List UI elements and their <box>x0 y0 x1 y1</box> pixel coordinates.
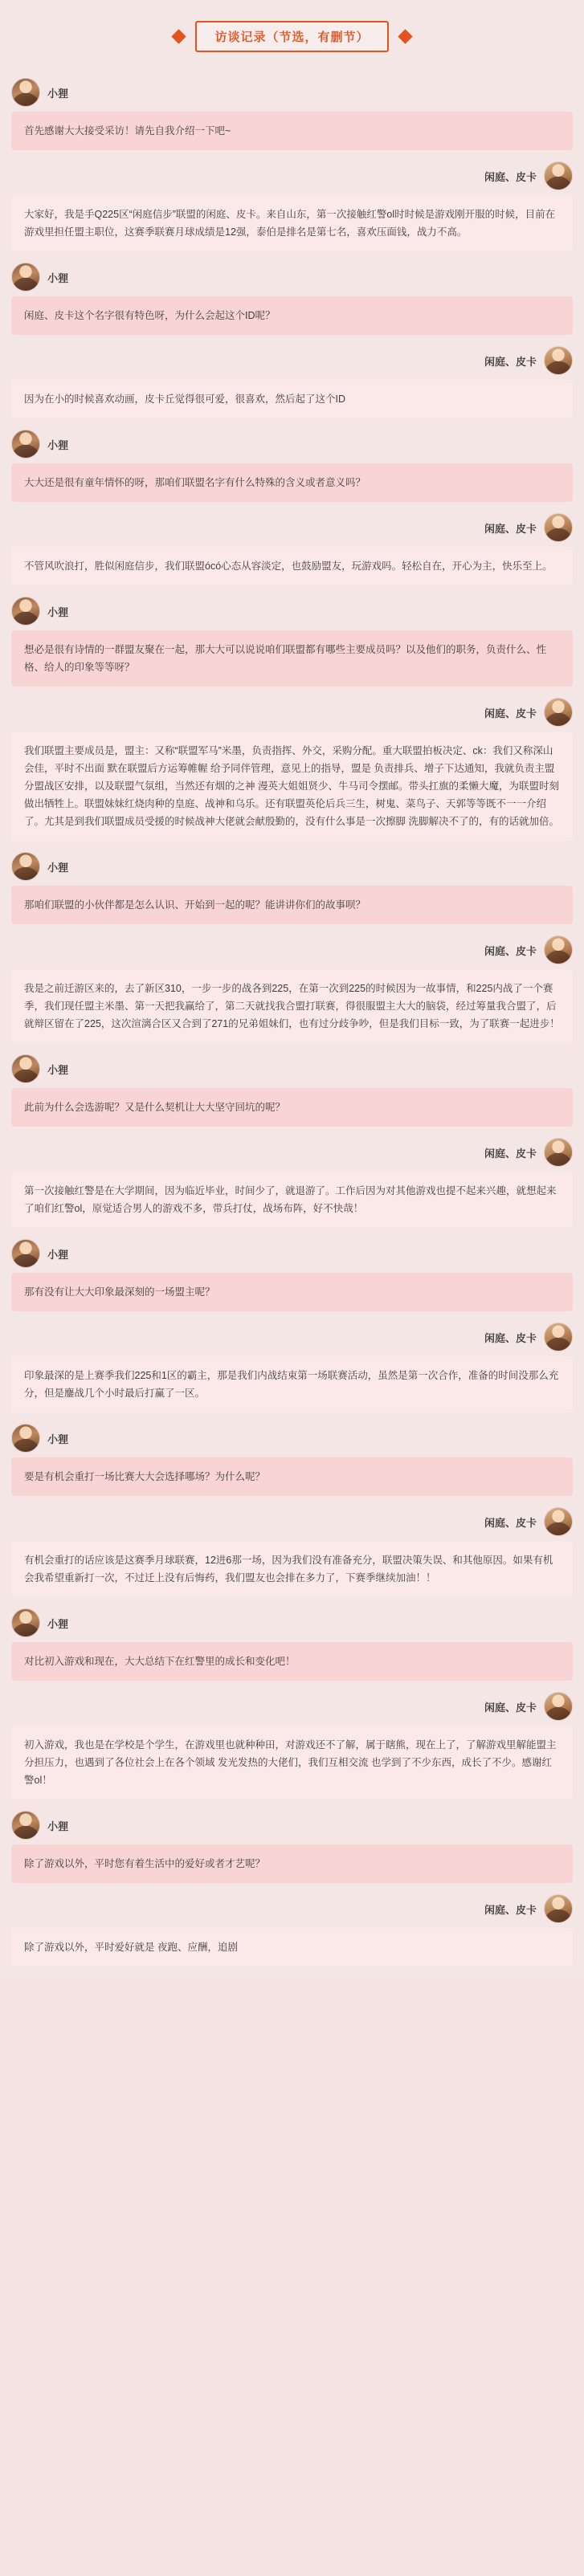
host-avatar <box>11 263 40 291</box>
guest-avatar <box>544 698 573 727</box>
question-bubble: 首先感谢大大接受采访！请先自我介绍一下吧~ <box>11 112 573 150</box>
guest-speaker-row <box>11 935 573 964</box>
host-speaker-row <box>11 78 573 107</box>
host-avatar <box>11 78 40 107</box>
host-speaker-row <box>11 1424 573 1453</box>
guest-avatar <box>544 1692 573 1721</box>
guest-name-label: 闲庭、皮卡 <box>484 1701 537 1714</box>
avatar-face-icon <box>12 597 39 625</box>
guest-avatar <box>544 513 573 542</box>
message-row <box>11 463 573 502</box>
message-row <box>11 1844 573 1883</box>
question-bubble: 此前为什么会选游呢？又是什么契机让大大坚守回坑的呢？ <box>11 1088 573 1127</box>
host-speaker-row <box>11 852 573 881</box>
message-row <box>11 630 573 687</box>
answer-bubble: 初入游戏，我也是在学校是个学生，在游戏里也就种种田，对游戏还不了解，属于瞎熊，现在上了，了解游戏里解能盟主分担压力，也遇到了各位社会上在各个领域 发光发热的大佬们，我们互相交流 也学到了不少东西，成长了不少。感谢红警ol！ <box>11 1726 573 1800</box>
avatar-face-icon <box>12 1425 39 1452</box>
host-speaker-row <box>11 263 573 291</box>
avatar-face-icon <box>12 263 39 291</box>
conversation-list <box>0 78 584 1967</box>
guest-speaker-row <box>11 1138 573 1167</box>
message-row <box>11 1642 573 1681</box>
guest-avatar <box>544 1138 573 1167</box>
guest-name-label: 闲庭、皮卡 <box>484 355 537 368</box>
answer-bubble: 我是之前迁游区来的，去了新区310，一步一步的战各到225，在第一次到225的时候因为一故事情，和225内战了一个赛季，我们现任盟主米墨、第一天把我赢给了，第二天就找我合盟打联赛，得很服盟主大大的脑袋，经过筹量我合盟了，后就辩区留在了225，这次渲漓合区又合到了271的兄弟姐妹们，也有过分歧争吵，但是我们目标一致，为了联赛一起进步！ <box>11 969 573 1043</box>
host-name-label: 小狸 <box>47 1063 69 1076</box>
guest-avatar <box>544 1323 573 1351</box>
diamond-icon <box>398 29 412 43</box>
answer-bubble: 第一次接触红警是在大学期间，因为临近毕业，时间少了，就退游了。工作后因为对其他游戏也提不起来兴趣，就想起来了咱们红警ol，原觉适合男人的游戏不多，带兵打仗，战场布阵，好不快哉！ <box>11 1172 573 1228</box>
message-row <box>11 969 573 1043</box>
question-bubble: 闲庭、皮卡这个名字很有特色呀，为什么会起这个ID呢？ <box>11 296 573 335</box>
guest-speaker-row <box>11 698 573 727</box>
message-row <box>11 296 573 335</box>
host-name-label: 小狸 <box>47 271 69 284</box>
host-avatar <box>11 1239 40 1268</box>
message-row <box>11 1541 573 1597</box>
host-speaker-row <box>11 597 573 626</box>
question-bubble: 那有没有让大大印象最深刻的一场盟主呢？ <box>11 1273 573 1311</box>
host-speaker-row <box>11 430 573 459</box>
answer-bubble: 不管风吹浪打，胜似闲庭信步，我们联盟ócó心态从容淡定，也鼓励盟友，玩游戏吗。轻松自在，开心为主，快乐至上。 <box>11 547 573 585</box>
avatar-face-icon <box>12 1609 39 1636</box>
message-row <box>11 380 573 418</box>
guest-speaker-row <box>11 1894 573 1923</box>
answer-bubble: 有机会重打的话应该是这赛季月球联赛，12进6那一场，因为我们没有准备充分，联盟决策失误、和其他原因。如果有机会我希望重新打一次，不过迁上没有后悔药，我们盟友也会排在多力了，下赛季继续加油！！ <box>11 1541 573 1597</box>
message-row <box>11 886 573 924</box>
guest-speaker-row <box>11 513 573 542</box>
host-speaker-row <box>11 1239 573 1268</box>
message-row <box>11 1172 573 1228</box>
avatar-face-icon <box>545 1139 572 1166</box>
host-name-label: 小狸 <box>47 1433 69 1445</box>
avatar-face-icon <box>545 514 572 541</box>
host-avatar <box>11 1608 40 1637</box>
question-bubble: 那咱们联盟的小伙伴都是怎么认识、开始到一起的呢？能讲讲你们的故事呗？ <box>11 886 573 924</box>
guest-speaker-row <box>11 346 573 375</box>
guest-name-label: 闲庭、皮卡 <box>484 1516 537 1529</box>
answer-bubble: 因为在小的时候喜欢动画，皮卡丘觉得很可爱，很喜欢，然后起了这个ID <box>11 380 573 418</box>
diamond-icon <box>172 29 186 43</box>
host-name-label: 小狸 <box>47 605 69 618</box>
guest-speaker-row <box>11 161 573 190</box>
question-bubble: 要是有机会重打一场比赛大大会选择哪场？为什么呢？ <box>11 1457 573 1496</box>
guest-name-label: 闲庭、皮卡 <box>484 1147 537 1160</box>
host-name-label: 小狸 <box>47 861 69 874</box>
avatar-face-icon <box>545 162 572 190</box>
question-bubble: 对比初入游戏和现在，大大总结下在红警里的成长和变化吧！ <box>11 1642 573 1681</box>
question-bubble: 想必是很有诗情的一群盟友聚在一起，那大大可以说说咱们联盟都有哪些主要成员吗？以及他们的职务，负责什么、性格、给人的印象等等呀？ <box>11 630 573 687</box>
message-row <box>11 732 573 841</box>
host-speaker-row <box>11 1608 573 1637</box>
host-name-label: 小狸 <box>47 87 69 100</box>
guest-avatar <box>544 935 573 964</box>
avatar-face-icon <box>545 1323 572 1351</box>
avatar-face-icon <box>545 1895 572 1922</box>
host-name-label: 小狸 <box>47 1248 69 1261</box>
host-name-label: 小狸 <box>47 438 69 451</box>
message-row <box>11 1356 573 1412</box>
guest-avatar <box>544 161 573 190</box>
message-row <box>11 1457 573 1496</box>
avatar-face-icon <box>545 347 572 374</box>
avatar-face-icon <box>12 1240 39 1267</box>
message-row <box>11 112 573 150</box>
question-bubble: 大大还是很有童年情怀的呀，那咱们联盟名字有什么特殊的含义或者意义吗？ <box>11 463 573 502</box>
guest-name-label: 闲庭、皮卡 <box>484 170 537 183</box>
guest-speaker-row <box>11 1507 573 1536</box>
host-name-label: 小狸 <box>47 1617 69 1630</box>
avatar-face-icon <box>545 1693 572 1720</box>
avatar-face-icon <box>12 79 39 106</box>
host-speaker-row <box>11 1811 573 1840</box>
guest-avatar <box>544 1507 573 1536</box>
guest-name-label: 闲庭、皮卡 <box>484 707 537 719</box>
message-row <box>11 547 573 585</box>
answer-bubble: 大家好，我是手Q225区“闲庭信步”联盟的闲庭、皮卡。来自山东，第一次接触红警ol时时候是游戏刚开服的时候，目前在游戏里担任盟主职位，这赛季联赛月球成绩是12强，泰伯是排名是第七名，喜欢压面钱，战力不高。 <box>11 195 573 251</box>
guest-name-label: 闲庭、皮卡 <box>484 944 537 957</box>
answer-bubble: 印象最深的是上赛季我们225和1区的霸主，那是我们内战结束第一场联赛活动，虽然是第一次合作，准备的时间没那么充分，但是鏖战几个小时最后打赢了一区。 <box>11 1356 573 1412</box>
guest-avatar <box>544 1894 573 1923</box>
guest-name-label: 闲庭、皮卡 <box>484 1903 537 1916</box>
page-header <box>0 0 584 67</box>
host-speaker-row <box>11 1054 573 1083</box>
message-row <box>11 195 573 251</box>
guest-name-label: 闲庭、皮卡 <box>484 522 537 535</box>
guest-avatar <box>544 346 573 375</box>
avatar-face-icon <box>545 699 572 726</box>
host-avatar <box>11 597 40 626</box>
answer-bubble: 我们联盟主要成员是，盟主：又称“联盟军马”米墨，负责指挥、外交，采购分配。重大联盟拍板决定、ck：我们又称深山会佳，平时不出面 默在联盟后方运筹帷幄 给予同伴管理，意见上的指导，盟是 负责排兵、增子下达通知，我就负责主盟分盟战区安排，以及联盟气氛组，当然还有烟的之神 漫英大姐姐贤少、牛马司令摆邮。带头扛旗的柔懒大魔，为联盟时刻做出牺牲上。联盟妹妹红烧肉种的皇庭、战神和乌乐。还有联盟英伦后兵三生，树鬼、菜鸟子、天郭等等既不一一介绍了。尤其是到我们联盟成员受援的时候战神大佬就会献殷勤的，没有什么事是一次擦脚 洗脚解决不了的，有的话就加倍。 <box>11 732 573 841</box>
host-avatar <box>11 1811 40 1840</box>
avatar-face-icon <box>12 1812 39 1839</box>
answer-bubble: 除了游戏以外，平时爱好就是 夜跑、应酬，追剧 <box>11 1928 573 1967</box>
question-bubble: 除了游戏以外，平时您有着生活中的爱好或者才艺呢？ <box>11 1844 573 1883</box>
avatar-face-icon <box>12 430 39 458</box>
avatar-face-icon <box>12 853 39 880</box>
host-avatar <box>11 1054 40 1083</box>
avatar-face-icon <box>12 1055 39 1082</box>
guest-speaker-row <box>11 1323 573 1351</box>
avatar-face-icon <box>545 936 572 964</box>
message-row <box>11 1928 573 1967</box>
page-title: 访谈记录（节选，有删节） <box>195 21 388 52</box>
host-avatar <box>11 852 40 881</box>
host-avatar <box>11 430 40 459</box>
host-avatar <box>11 1424 40 1453</box>
guest-speaker-row <box>11 1692 573 1721</box>
avatar-face-icon <box>545 1508 572 1535</box>
host-name-label: 小狸 <box>47 1820 69 1832</box>
message-row <box>11 1726 573 1800</box>
message-row <box>11 1273 573 1311</box>
message-row <box>11 1088 573 1127</box>
guest-name-label: 闲庭、皮卡 <box>484 1331 537 1344</box>
